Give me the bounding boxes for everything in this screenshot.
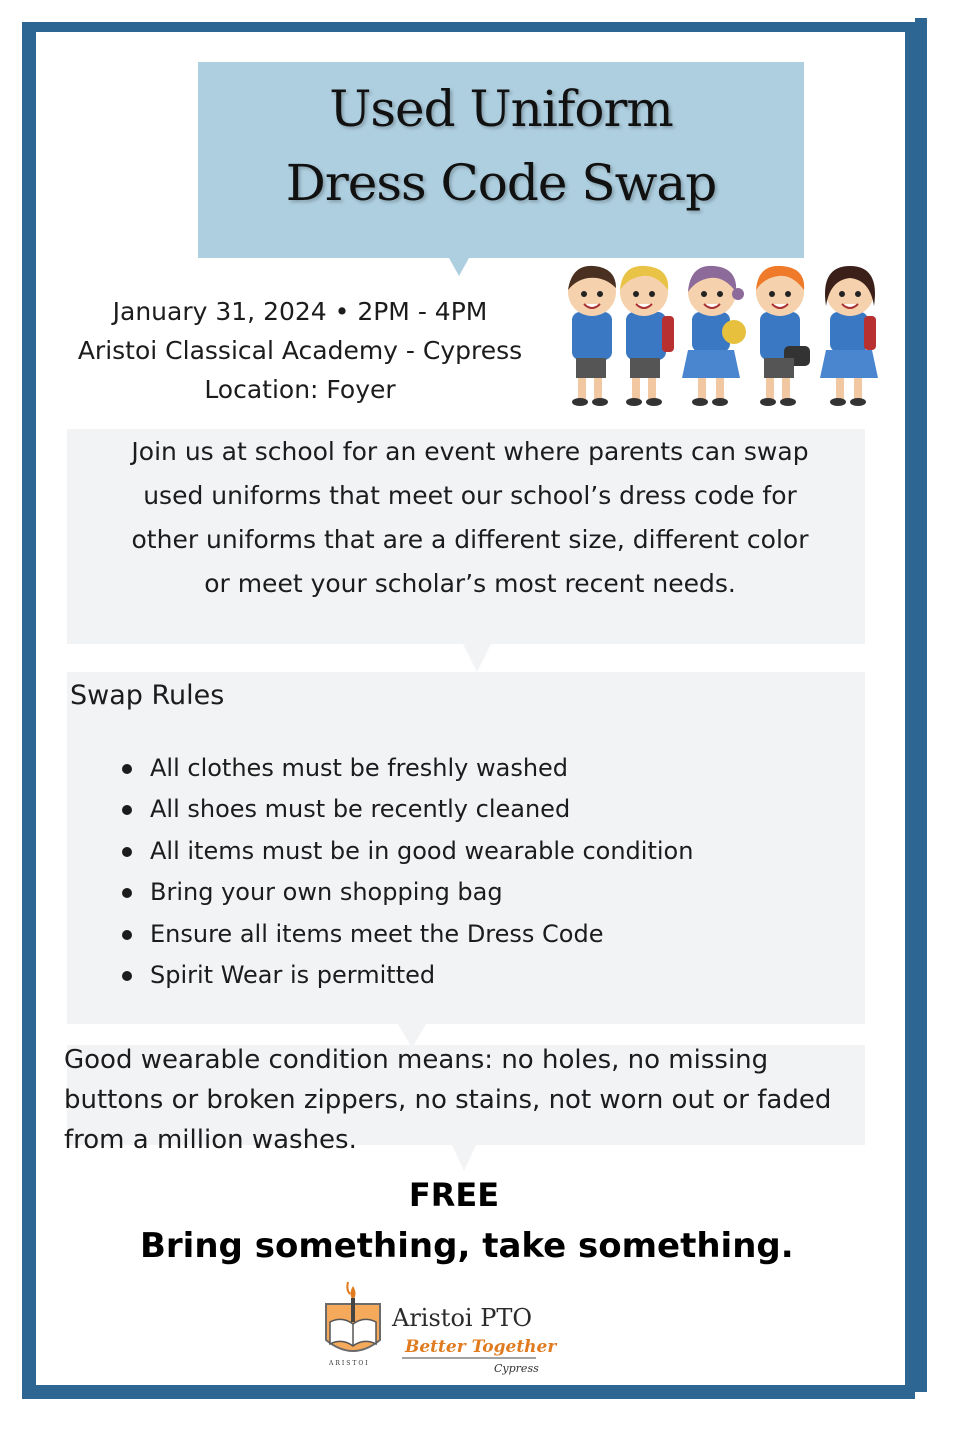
intro-pointer [463, 644, 491, 672]
rule-item-condition: All items must be in good wearable condition [150, 835, 693, 876]
page-border-right [915, 18, 927, 1392]
kid-3-figure [682, 266, 746, 406]
logo-school-mark: ARISTOI [329, 1360, 370, 1367]
pto-name: Aristoi PTO [392, 1304, 533, 1332]
kid-5-figure [820, 266, 878, 406]
title-banner [198, 62, 804, 258]
condition-text: Good wearable condition means: no holes, no missing buttons or broken zippers, no stains, not worn out or faded from a million washes. [64, 1045, 832, 1155]
event-venue: Aristoi Classical Academy - Cypress [77, 336, 523, 365]
title-pointer [449, 258, 469, 276]
rule-item-washed: All clothes must be freshly washed [150, 752, 693, 793]
title-line-2: Dress Code Swap [285, 154, 717, 212]
rules-heading: Swap Rules [70, 680, 225, 711]
event-date-time: January 31, 2024 • 2PM - 4PM [112, 297, 488, 326]
rule-item-spirit-wear: Spirit Wear is permitted [150, 959, 693, 1000]
shield-book-icon [326, 1282, 380, 1351]
event-location: Location: Foyer [204, 375, 396, 404]
rule-item-bag: Bring your own shopping bag [150, 876, 693, 917]
kid-2-figure [620, 266, 674, 406]
pto-city: Cypress [494, 1362, 539, 1375]
kid-4-figure [756, 266, 810, 406]
intro-text: Join us at school for an event where parents can swap used uniforms that meet our school’s dress code for other uniforms that are a different size, different color or meet your scholar’s most recent needs. [131, 437, 809, 598]
free-heading: FREE [408, 1176, 500, 1214]
school-kids-illustration [558, 262, 894, 412]
rule-item-dress-code: Ensure all items meet the Dress Code [150, 918, 693, 959]
title-line-1: Used Uniform [329, 80, 673, 138]
rules-list [150, 752, 693, 1000]
event-details [40, 292, 560, 409]
kid-1-figure [568, 266, 616, 406]
rule-item-shoes: All shoes must be recently cleaned [150, 793, 693, 834]
slogan: Bring something, take something. [140, 1226, 794, 1266]
pto-tagline: Better Together [405, 1337, 557, 1357]
